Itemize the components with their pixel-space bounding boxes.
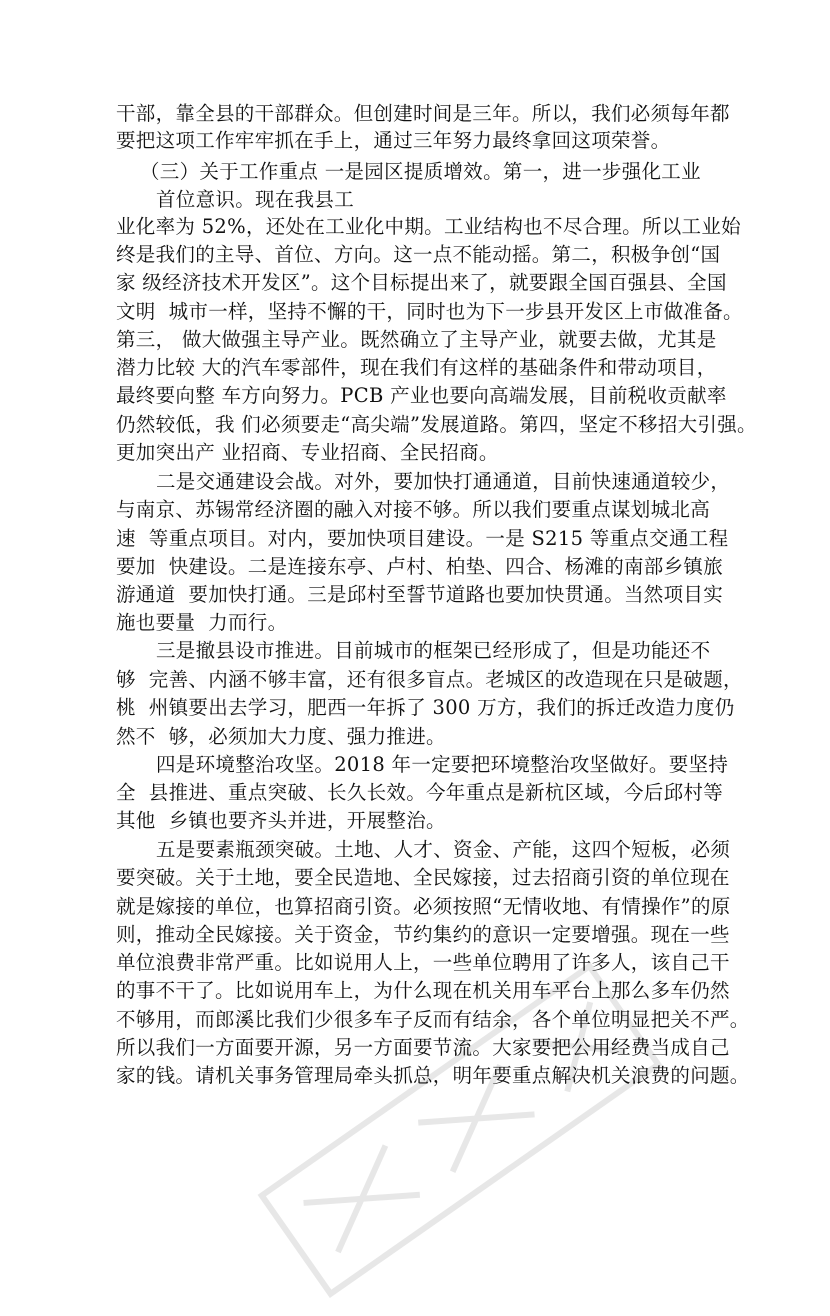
text-line: 干部，靠全县的干部群众。但创建时间是三年。所以，我们必须每年都 bbox=[116, 102, 730, 125]
text-line: 够 完善、内涵不够丰富，还有很多盲点。老城区的改造现在只是破题， bbox=[116, 668, 743, 691]
text-line: 其他 乡镇也要齐头并进，开展整治。 bbox=[116, 809, 446, 832]
text-line: 潜力比较 大的汽车零部件，现在我们有这样的基础条件和带动项目， bbox=[116, 356, 717, 379]
text-line: 业化率为 52%，还处在工业化中期。工业结构也不尽合理。所以工业始 bbox=[116, 215, 741, 238]
text-line: 家的钱。请机关事务管理局牵头抓总，明年要重点解决机关浪费的问题。 bbox=[116, 1064, 750, 1087]
text-line: 三是撤县设市推进。目前城市的框架已经形成了，但是功能还不 bbox=[156, 639, 711, 662]
text-line: 与南京、苏锡常经济圈的融入对接不够。所以我们要重点谋划城北高 bbox=[116, 498, 711, 521]
text-line: 则，推动全民嫁接。关于资金，节约集约的意识一定要增强。现在一些 bbox=[116, 923, 730, 946]
text-line: 仍然较低，我 们必须要走“高尖端”发展道路。第四，坚定不移招大引强。 bbox=[116, 413, 757, 436]
text-line: 就是嫁接的单位，也算招商引资。必须按照“无情收地、有情操作”的原 bbox=[116, 895, 731, 918]
text-line: 文明 城市一样，坚持不懈的干，同时也为下一步县开发区上市做准备。 bbox=[116, 300, 743, 323]
text-line: 要突破。关于土地，要全民造地、全民嫁接，过去招商引资的单位现在 bbox=[116, 866, 730, 889]
text-line: 然不 够，必须加大力度、强力推进。 bbox=[116, 725, 446, 748]
text-line: 最终要向整 车方向努力。PCB 产业也要向高端发展，目前税收贡献率 bbox=[116, 384, 727, 407]
text-line: 更加突出产 业招商、专业招商、全民招商。 bbox=[116, 441, 499, 464]
text-line: 所以我们一方面要开源，另一方面要节流。大家要把公用经费当成自己 bbox=[116, 1036, 730, 1059]
text-line: 的事不干了。比如说用车上，为什么现在机关用车平台上那么多车仍然 bbox=[116, 979, 730, 1002]
text-line: 第三， 做大做强主导产业。既然确立了主导产业，就要去做，尤其是 bbox=[116, 328, 717, 351]
text-line: 游通道 要加快打通。三是邱村至誓节道路也要加快贯通。当然项目实 bbox=[116, 583, 723, 606]
text-line: 首位意识。现在我县工 bbox=[156, 188, 355, 211]
text-line: 二是交通建设会战。对外，要加快打通通道，目前快速通道较少， bbox=[156, 470, 731, 493]
text-line: 桃 州镇要出去学习，肥西一年拆了 300 万方，我们的拆迁改造力度仍 bbox=[116, 696, 735, 719]
text-line: 要加 快建设。二是连接东亭、卢村、柏垫、四合、杨滩的南部乡镇旅 bbox=[116, 555, 723, 578]
text-line: 五是要素瓶颈突破。土地、人才、资金、产能，这四个短板，必须 bbox=[156, 838, 731, 861]
text-line: 速 等重点项目。对内，要加快项目建设。一是 S215 等重点交通工程 bbox=[116, 527, 729, 550]
text-line: 家 级经济技术开发区”。这个目标提出来了，就要跟全国百强县、全国 bbox=[116, 271, 727, 294]
text-line: 全 县推进、重点突破、长久长效。今年重点是新杭区域，今后邱村等 bbox=[116, 781, 723, 804]
text-line: 不够用，而郎溪比我们少很多车子反而有结余，各个单位明显把关不严。 bbox=[116, 1008, 750, 1031]
text-line: 要把这项工作牢牢抓在手上，通过三年努力最终拿回这项荣誉。 bbox=[116, 129, 671, 152]
text-line: 终是我们的主导、首位、方向。这一点不能动摇。第二，积极争创“国 bbox=[116, 243, 721, 266]
text-line: 四是环境整治攻坚。2018 年一定要把环境整治攻坚做好。要坚持 bbox=[156, 753, 729, 776]
text-line: （三）关于工作重点 一是园区提质增效。第一，进一步强化工业 bbox=[140, 160, 701, 183]
text-line: 单位浪费非常严重。比如说用人上，一些单位聘用了许多人，该自己干 bbox=[116, 951, 730, 974]
text-line: 施也要量 力而行。 bbox=[116, 611, 288, 634]
